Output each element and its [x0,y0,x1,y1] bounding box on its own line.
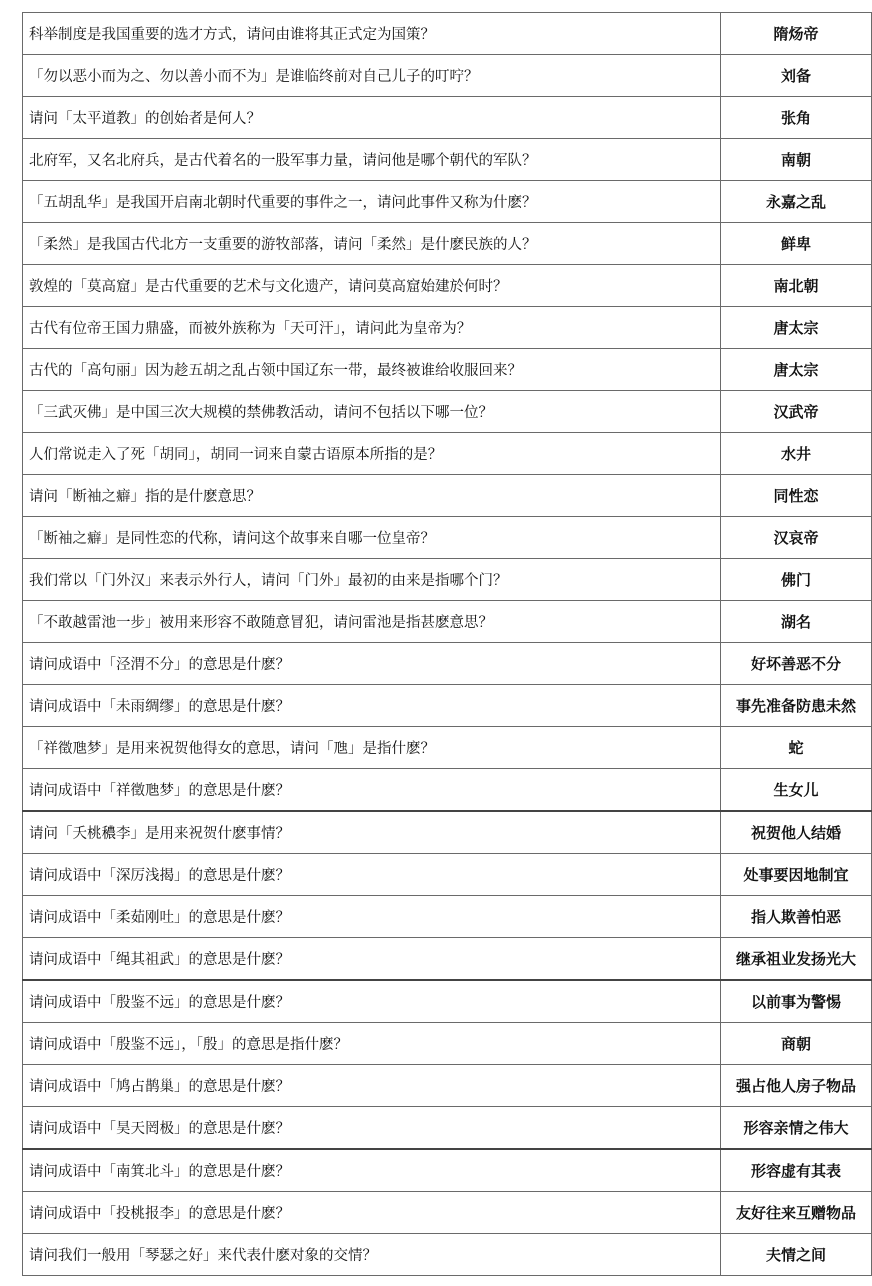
question-cell: 古代有位帝王国力鼎盛，而被外族称为「天可汗」，请问此为皇帝为？ [23,307,721,349]
table-row [23,181,872,223]
answer-cell: 继承祖业发扬光大 [721,938,872,981]
answer-cell: 唐太宗 [721,349,872,391]
question-cell: 请问成语中「祥徵虺梦」的意思是什麽？ [23,769,721,812]
table-row [23,769,872,812]
table-row [23,223,872,265]
table-row [23,601,872,643]
question-cell: 「不敢越雷池一步」被用来形容不敢随意冒犯，请问雷池是指甚麽意思？ [23,601,721,643]
question-cell: 科举制度是我国重要的选才方式，请问由谁将其正式定为国策？ [23,13,721,55]
answer-cell: 永嘉之乱 [721,181,872,223]
question-cell: 我们常以「门外汉」来表示外行人，请问「门外」最初的由来是指哪个门？ [23,559,721,601]
answer-cell: 同性恋 [721,475,872,517]
question-cell: 古代的「高句丽」因为趁五胡之乱占领中国辽东一带，最终被谁给收服回来？ [23,349,721,391]
answer-cell: 汉武帝 [721,391,872,433]
question-cell: 请问「夭桃穠李」是用来祝贺什麽事情？ [23,811,721,854]
question-cell: 请问「太平道教」的创始者是何人？ [23,97,721,139]
table-row [23,811,872,854]
table-row [23,1192,872,1234]
answer-cell: 佛门 [721,559,872,601]
table-row [23,1023,872,1065]
answer-cell: 水井 [721,433,872,475]
answer-cell: 事先准备防患未然 [721,685,872,727]
question-cell: 请问成语中「殷鉴不远」的意思是什麽？ [23,980,721,1023]
table-row [23,349,872,391]
question-cell: 「三武灭佛」是中国三次大规模的禁佛教活动，请问不包括以下哪一位？ [23,391,721,433]
answer-cell: 汉哀帝 [721,517,872,559]
answer-cell: 南朝 [721,139,872,181]
table-row [23,391,872,433]
question-cell: 请问「断袖之癖」指的是什麽意思？ [23,475,721,517]
answer-cell: 蛇 [721,727,872,769]
answer-cell: 唐太宗 [721,307,872,349]
table-row [23,1107,872,1150]
question-cell: 敦煌的「莫高窟」是古代重要的艺术与文化遗产，请问莫高窟始建於何时？ [23,265,721,307]
answer-cell: 以前事为警惕 [721,980,872,1023]
question-cell: 「勿以恶小而为之、勿以善小而不为」是谁临终前对自己儿子的叮咛？ [23,55,721,97]
table-row [23,433,872,475]
answer-cell: 好坏善恶不分 [721,643,872,685]
answer-cell: 祝贺他人结婚 [721,811,872,854]
table-row [23,727,872,769]
answer-cell: 湖名 [721,601,872,643]
answer-cell: 生女儿 [721,769,872,812]
question-cell: 人们常说走入了死「胡同」，胡同一词来自蒙古语原本所指的是？ [23,433,721,475]
table-row [23,97,872,139]
answer-cell: 刘备 [721,55,872,97]
table-row [23,854,872,896]
answer-cell: 夫情之间 [721,1234,872,1276]
table-row [23,139,872,181]
answer-cell: 处事要因地制宜 [721,854,872,896]
answer-cell: 南北朝 [721,265,872,307]
question-cell: 「柔然」是我国古代北方一支重要的游牧部落，请问「柔然」是什麽民族的人？ [23,223,721,265]
question-cell: 请问成语中「南箕北斗」的意思是什麽？ [23,1149,721,1192]
answer-cell: 鲜卑 [721,223,872,265]
question-cell: 北府军，又名北府兵，是古代着名的一股军事力量，请问他是哪个朝代的军队？ [23,139,721,181]
answer-cell: 形容虚有其表 [721,1149,872,1192]
question-cell: 请问成语中「柔茹刚吐」的意思是什麽？ [23,896,721,938]
table-row [23,685,872,727]
table-row [23,1065,872,1107]
question-cell: 「五胡乱华」是我国开启南北朝时代重要的事件之一，请问此事件又称为什麽？ [23,181,721,223]
table-row [23,1149,872,1192]
table-row [23,1234,872,1276]
question-cell: 请问成语中「未雨绸缪」的意思是什麽？ [23,685,721,727]
answer-cell: 指人欺善怕恶 [721,896,872,938]
table-row [23,938,872,981]
question-cell: 请问成语中「泾渭不分」的意思是什麽？ [23,643,721,685]
answer-cell: 强占他人房子物品 [721,1065,872,1107]
question-cell: 「祥徵虺梦」是用来祝贺他得女的意思，请问「虺」是指什麽？ [23,727,721,769]
table-row [23,559,872,601]
answer-cell: 形容亲情之伟大 [721,1107,872,1150]
table-row [23,265,872,307]
question-cell: 请问成语中「殷鉴不远」，「殷」的意思是指什麽？ [23,1023,721,1065]
qa-table [22,12,872,1276]
qa-table-body [23,13,872,1276]
answer-cell: 张角 [721,97,872,139]
question-cell: 请问成语中「深厉浅揭」的意思是什麽？ [23,854,721,896]
table-row [23,13,872,55]
question-cell: 请问成语中「投桃报李」的意思是什麽？ [23,1192,721,1234]
question-cell: 请问成语中「绳其祖武」的意思是什麽？ [23,938,721,981]
table-row [23,980,872,1023]
question-cell: 请问我们一般用「琴瑟之好」来代表什麽对象的交情？ [23,1234,721,1276]
table-row [23,475,872,517]
answer-cell: 商朝 [721,1023,872,1065]
table-row [23,643,872,685]
question-cell: 「断袖之癖」是同性恋的代称，请问这个故事来自哪一位皇帝？ [23,517,721,559]
table-row [23,517,872,559]
answer-cell: 隋炀帝 [721,13,872,55]
table-row [23,896,872,938]
question-cell: 请问成语中「昊天罔极」的意思是什麽？ [23,1107,721,1150]
answer-cell: 友好往来互赠物品 [721,1192,872,1234]
table-row [23,307,872,349]
table-row [23,55,872,97]
question-cell: 请问成语中「鸠占鹊巢」的意思是什麽？ [23,1065,721,1107]
